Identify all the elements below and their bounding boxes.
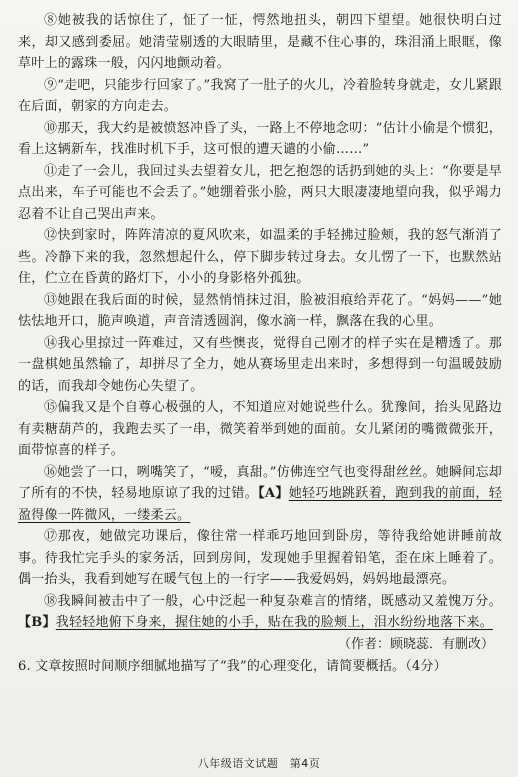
paragraph-8: ⑧她被我的话惊住了，怔了一怔，愕然地扭头，朝四下望望。她很快明白过来，却又感到委屈。她清莹剔透的大眼睛里，是藏不住心事的，珠泪涌上眼眶，像草叶上的露珠一般，闪闪地颤动着。 bbox=[18, 13, 502, 71]
paragraph-18 bbox=[18, 591, 502, 634]
paragraph-10: ⑩那天，我大约是被愤怒冲昏了头，一路上不停地念叨：“估计小偷是个惯犯，看上这辆新车，找准时机下手，这可恨的遭天谴的小偷……” bbox=[18, 120, 502, 157]
question-6 bbox=[18, 656, 502, 678]
paragraph-18-text: ⑱我瞬间被击中了一般，心中泛起一种复杂难言的情绪，既感动又羞愧万分。 bbox=[44, 593, 502, 609]
question-number: 6. bbox=[18, 658, 31, 674]
page-footer: 八年级语文试题 第4页 bbox=[197, 757, 321, 770]
paragraph-16 bbox=[18, 462, 502, 527]
paragraph-12: ⑫快到家时，阵阵清凉的夏风吹来，如温柔的手轻拂过脸颊，我的怒气渐消了些。冷静下来的我，忽然想起什么，停下脚步转过身去。女儿愣了一下，也默然站住，伫立在昏黄的路灯下，小小的身影格外孤独。 bbox=[18, 228, 502, 286]
paragraph-15: ⑮偏我又是个自尊心极强的人，不知道应对她说些什么。犹豫间，抬头见路边有卖糖葫芦的，我跑去买了一串，微笑着举到她的面前。女儿紧闭的嘴微微张开，面带惊喜的样子。 bbox=[18, 400, 502, 458]
underlined-sentence-a: 她轻巧地跳跃着，跑到我的前面，轻盈得像一阵微风，一缕柔云。 bbox=[18, 486, 502, 523]
annotation-tag-b: 【B】 bbox=[18, 615, 56, 630]
annotation-tag-a: 【A】 bbox=[258, 486, 289, 501]
paragraph-14: ⑭我心里掠过一阵难过，又有些懊丧，觉得自己刚才的样子实在是糟透了。那一盘棋她虽然输了，却拼尽了全力，她从赛场里走出来时，多想得到一句温暖鼓励的话，而我却令她伤心失望了。 bbox=[18, 335, 502, 394]
paragraph-17: ⑰那夜，她做完功课后，像往常一样乖巧地回到卧房，等待我给她讲睡前故事。待我忙完手头的家务活，回到房间，发现她手里握着铅笔，歪在床上睡着了。偶一抬头，我看到她写在暖气包上的一行字——我爱妈妈，妈妈地最漂亮。 bbox=[18, 529, 502, 587]
paragraph-9: ⑨“走吧，只能步行回家了。”我窝了一肚子的火儿，冷着脸转身就走，女儿紧跟在后面，朝家的方向走去。 bbox=[18, 77, 502, 114]
paragraph-11: ⑪走了一会儿，我回过头去望着女儿，把乞抱怨的话扔到她的头上：“你要是早点出来，车子可能也不会丢了。”她绷着张小脸，两只大眼凄凄地望向我，似乎竭力忍着不让自己哭出声来。 bbox=[18, 163, 502, 222]
underlined-sentence-b: 我轻轻地俯下身来，握住她的小手，贴在我的脸颊上，泪水纷纷地落下来。 bbox=[55, 615, 494, 630]
paragraph-13: ⑬她跟在我后面的时候，显然悄悄抹过泪，脸被泪痕给弄花了。“妈妈——”她怯怯地开口，脆声唤道，声音清透圆润，像水滴一样，飘落在我的心里。 bbox=[18, 292, 502, 329]
paragraph-16-text: ⑯她尝了一口，咧嘴笑了，“嗳，真甜。”仿佛连空气也变得甜丝丝。她瞬间忘却了所有的不快，轻易地原谅了我的过错。 bbox=[18, 464, 502, 501]
question-text: 文章按照时间顺序细腻地描写了“我”的心理变化，请简要概括。（4分） bbox=[35, 658, 447, 674]
author-byline: （作者：顾晓蕊．有删改） bbox=[337, 636, 494, 652]
